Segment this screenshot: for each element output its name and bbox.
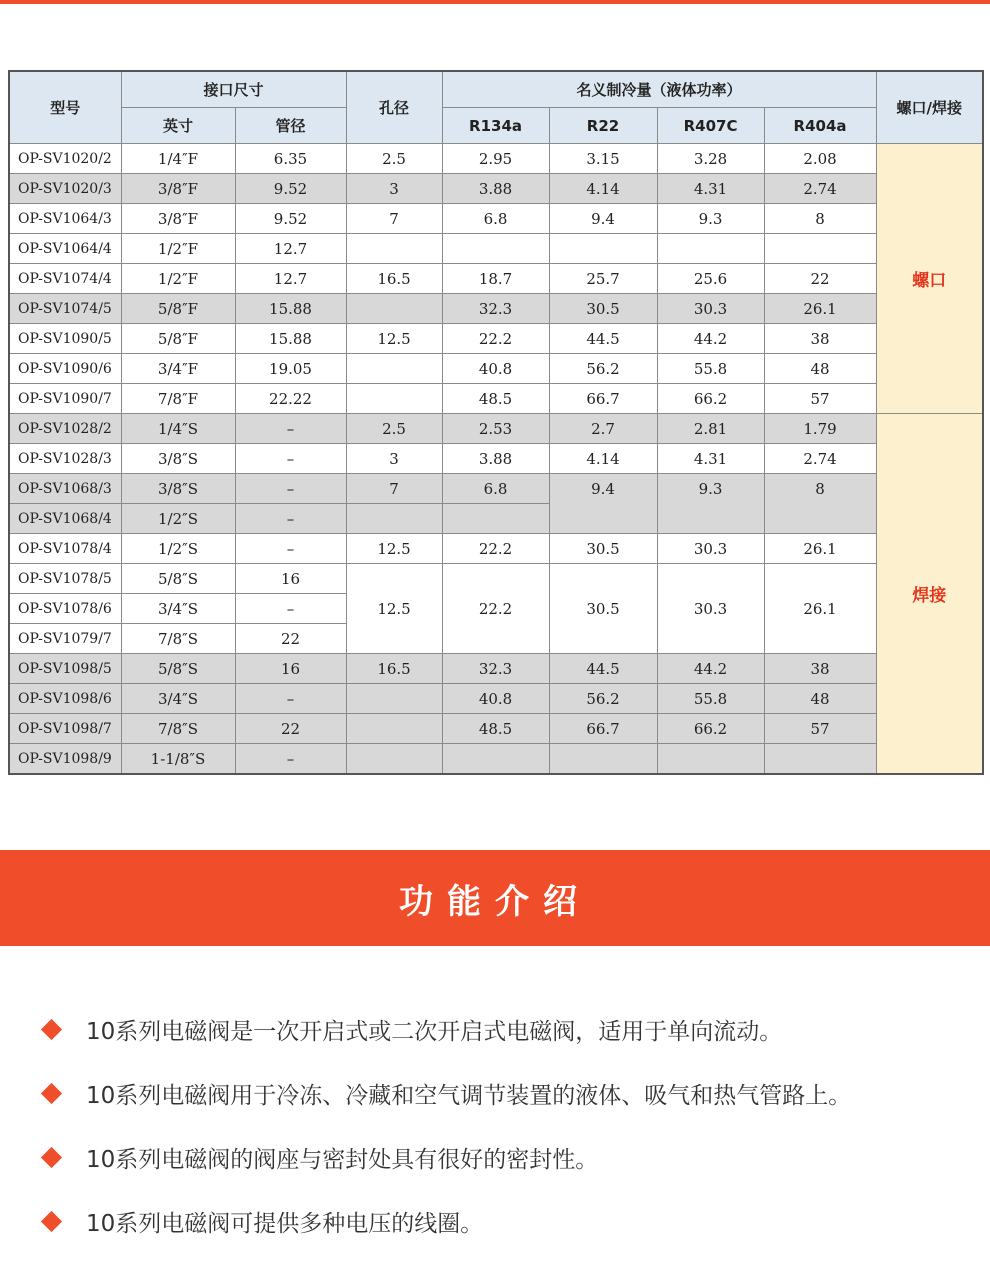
cell-orifice [346,744,442,775]
cell-inch: 5/8″S [121,654,235,684]
cell-r404a [764,744,876,775]
cell-r134a [442,744,549,775]
table-row [9,264,983,294]
cell-pipe: 16 [235,654,346,684]
cell-pipe: – [235,474,346,504]
header-model: 型号 [9,71,121,144]
cell-pipe: 22.22 [235,384,346,414]
cell-model: OP-SV1079/7 [9,624,121,654]
cell-inch: 1/4″S [121,414,235,444]
cell-r22: 30.5 [549,564,657,654]
cell-model: OP-SV1074/5 [9,294,121,324]
cell-inch: 7/8″S [121,714,235,744]
cell-inch: 3/8″F [121,174,235,204]
cell-r407c: 2.81 [657,414,764,444]
cell-r22: 56.2 [549,354,657,384]
cell-r134a: 22.2 [442,534,549,564]
cell-r407c: 30.3 [657,294,764,324]
cell-r407c: 25.6 [657,264,764,294]
header-r407c: R407C [657,108,764,144]
table-row [9,444,983,474]
cell-r407c [657,234,764,264]
table-row [9,534,983,564]
cell-r22: 3.15 [549,144,657,174]
cell-pipe: 16 [235,564,346,594]
cell-r407c: 3.28 [657,144,764,174]
cell-r134a: 40.8 [442,354,549,384]
table-row [9,174,983,204]
cell-r404a: 38 [764,654,876,684]
cell-model: OP-SV1090/5 [9,324,121,354]
cell-model: OP-SV1090/6 [9,354,121,384]
cell-r404a: 57 [764,714,876,744]
header-connection: 螺口/焊接 [876,71,983,144]
cell-r404a [764,234,876,264]
cell-r404a: 26.1 [764,294,876,324]
cell-r404a: 8 [764,474,876,534]
cell-inch: 3/8″S [121,474,235,504]
cell-inch: 5/8″F [121,294,235,324]
cell-pipe: 22 [235,714,346,744]
cell-pipe: 12.7 [235,234,346,264]
cell-r134a [442,504,549,534]
table-row [9,744,983,775]
cell-r22: 66.7 [549,384,657,414]
cell-r22: 4.14 [549,174,657,204]
cell-r22: 66.7 [549,714,657,744]
cell-orifice: 7 [346,204,442,234]
cell-r407c: 66.2 [657,384,764,414]
header-orifice: 孔径 [346,71,442,144]
cell-r404a: 2.74 [764,444,876,474]
cell-r134a: 2.95 [442,144,549,174]
cell-orifice: 3 [346,444,442,474]
cell-r407c: 30.3 [657,564,764,654]
cell-orifice: 2.5 [346,414,442,444]
cell-r22: 30.5 [549,534,657,564]
feature-item [44,1077,851,1110]
cell-inch: 3/4″S [121,594,235,624]
cell-model: OP-SV1098/9 [9,744,121,775]
cell-orifice [346,294,442,324]
cell-orifice [346,504,442,534]
table-row [9,204,983,234]
cell-r22: 2.7 [549,414,657,444]
table-row [9,324,983,354]
feature-item [44,1013,782,1046]
cell-pipe: 15.88 [235,324,346,354]
header-interface: 接口尺寸 [121,71,346,108]
feature-item [44,1205,483,1238]
cell-pipe: – [235,444,346,474]
cell-r134a: 18.7 [442,264,549,294]
cell-orifice [346,354,442,384]
cell-orifice [346,714,442,744]
feature-text: 10系列电磁阀用于冷冻、冷藏和空气调节装置的液体、吸气和热气管路上。 [86,1083,852,1109]
cell-r134a [442,234,549,264]
cell-orifice: 2.5 [346,144,442,174]
diamond-bullet-icon [41,1019,62,1040]
cell-inch: 1/2″S [121,504,235,534]
cell-inch: 1/2″F [121,264,235,294]
cell-model: OP-SV1078/5 [9,564,121,594]
header-r404a: R404a [764,108,876,144]
cell-r134a: 48.5 [442,384,549,414]
cell-r407c: 66.2 [657,714,764,744]
cell-r404a: 48 [764,684,876,714]
section-title: 功能介绍 [399,881,591,922]
cell-r134a: 48.5 [442,714,549,744]
feature-text: 10系列电磁阀的阀座与密封处具有很好的密封性。 [86,1147,599,1173]
cell-model: OP-SV1074/4 [9,264,121,294]
header-capacity: 名义制冷量（液体功率） [442,71,876,108]
cell-r134a: 3.88 [442,444,549,474]
cell-inch: 5/8″S [121,564,235,594]
connection-weld-label: 焊接 [876,414,983,775]
cell-r404a: 1.79 [764,414,876,444]
cell-inch: 3/8″S [121,444,235,474]
cell-orifice: 12.5 [346,324,442,354]
cell-orifice: 7 [346,474,442,504]
cell-r407c: 4.31 [657,174,764,204]
cell-r407c: 30.3 [657,534,764,564]
cell-pipe: – [235,414,346,444]
cell-inch: 1/2″F [121,234,235,264]
table-row [9,384,983,414]
table-row [9,684,983,714]
cell-pipe: – [235,534,346,564]
header-r134a: R134a [442,108,549,144]
cell-inch: 7/8″F [121,384,235,414]
cell-r134a: 2.53 [442,414,549,444]
table-row [9,234,983,264]
table-row [9,414,983,444]
diamond-bullet-icon [41,1083,62,1104]
cell-r404a: 26.1 [764,534,876,564]
cell-pipe: – [235,744,346,775]
connection-flare-label: 螺口 [876,144,983,414]
cell-inch: 3/4″S [121,684,235,714]
cell-pipe: 12.7 [235,264,346,294]
cell-orifice [346,384,442,414]
cell-inch: 5/8″F [121,324,235,354]
cell-orifice: 12.5 [346,534,442,564]
cell-orifice: 16.5 [346,264,442,294]
cell-orifice [346,684,442,714]
cell-pipe: – [235,504,346,534]
cell-r22: 56.2 [549,684,657,714]
cell-r22: 25.7 [549,264,657,294]
cell-r407c: 9.3 [657,474,764,534]
cell-r404a: 22 [764,264,876,294]
cell-r22: 44.5 [549,654,657,684]
cell-r407c: 44.2 [657,324,764,354]
cell-pipe: 15.88 [235,294,346,324]
table-row [9,294,983,324]
cell-r404a: 8 [764,204,876,234]
cell-r22: 9.4 [549,474,657,534]
cell-r407c: 44.2 [657,654,764,684]
cell-inch: 7/8″S [121,624,235,654]
cell-inch: 1/4″F [121,144,235,174]
feature-text: 10系列电磁阀可提供多种电压的线圈。 [86,1211,484,1237]
cell-inch: 3/8″F [121,204,235,234]
table-row [9,354,983,384]
cell-pipe: 6.35 [235,144,346,174]
cell-r407c [657,744,764,775]
cell-inch: 3/4″F [121,354,235,384]
table-row [9,714,983,744]
cell-r407c: 55.8 [657,684,764,714]
cell-model: OP-SV1028/3 [9,444,121,474]
cell-r404a: 26.1 [764,564,876,654]
cell-r407c: 9.3 [657,204,764,234]
cell-pipe: – [235,684,346,714]
cell-model: OP-SV1020/3 [9,174,121,204]
cell-pipe: – [235,594,346,624]
cell-r22: 30.5 [549,294,657,324]
cell-model: OP-SV1078/6 [9,594,121,624]
cell-model: OP-SV1028/2 [9,414,121,444]
cell-model: OP-SV1098/6 [9,684,121,714]
cell-model: OP-SV1068/4 [9,504,121,534]
cell-r404a: 2.74 [764,174,876,204]
table-row [9,654,983,684]
cell-pipe: 9.52 [235,204,346,234]
cell-r134a: 3.88 [442,174,549,204]
cell-orifice: 3 [346,174,442,204]
cell-inch: 1-1/8″S [121,744,235,775]
feature-text: 10系列电磁阀是一次开启式或二次开启式电磁阀，适用于单向流动。 [86,1019,783,1045]
cell-r134a: 6.8 [442,474,549,504]
cell-orifice: 12.5 [346,564,442,654]
cell-r404a: 57 [764,384,876,414]
cell-r134a: 32.3 [442,654,549,684]
table-row [9,564,983,594]
feature-item [44,1141,598,1174]
cell-model: OP-SV1068/3 [9,474,121,504]
cell-r22 [549,234,657,264]
cell-model: OP-SV1098/5 [9,654,121,684]
top-accent-bar [0,0,990,4]
table-row [9,474,983,504]
diamond-bullet-icon [41,1211,62,1232]
cell-r404a: 38 [764,324,876,354]
section-banner [0,850,990,946]
cell-r134a: 22.2 [442,324,549,354]
cell-r134a: 32.3 [442,294,549,324]
cell-model: OP-SV1020/2 [9,144,121,174]
header-inch: 英寸 [121,108,235,144]
cell-pipe: 22 [235,624,346,654]
cell-r404a: 48 [764,354,876,384]
cell-model: OP-SV1064/3 [9,204,121,234]
table-row [9,144,983,174]
cell-model: OP-SV1078/4 [9,534,121,564]
cell-model: OP-SV1090/7 [9,384,121,414]
cell-r22 [549,744,657,775]
cell-inch: 1/2″S [121,534,235,564]
diamond-bullet-icon [41,1147,62,1168]
cell-orifice: 16.5 [346,654,442,684]
cell-r404a: 2.08 [764,144,876,174]
cell-r134a: 40.8 [442,684,549,714]
cell-r22: 4.14 [549,444,657,474]
cell-r22: 44.5 [549,324,657,354]
cell-r134a: 6.8 [442,204,549,234]
cell-model: OP-SV1098/7 [9,714,121,744]
header-r22: R22 [549,108,657,144]
cell-pipe: 9.52 [235,174,346,204]
spec-table [8,70,984,775]
cell-orifice [346,234,442,264]
cell-r134a: 22.2 [442,564,549,654]
cell-r407c: 55.8 [657,354,764,384]
cell-model: OP-SV1064/4 [9,234,121,264]
header-pipe: 管径 [235,108,346,144]
cell-pipe: 19.05 [235,354,346,384]
cell-r407c: 4.31 [657,444,764,474]
cell-r22: 9.4 [549,204,657,234]
